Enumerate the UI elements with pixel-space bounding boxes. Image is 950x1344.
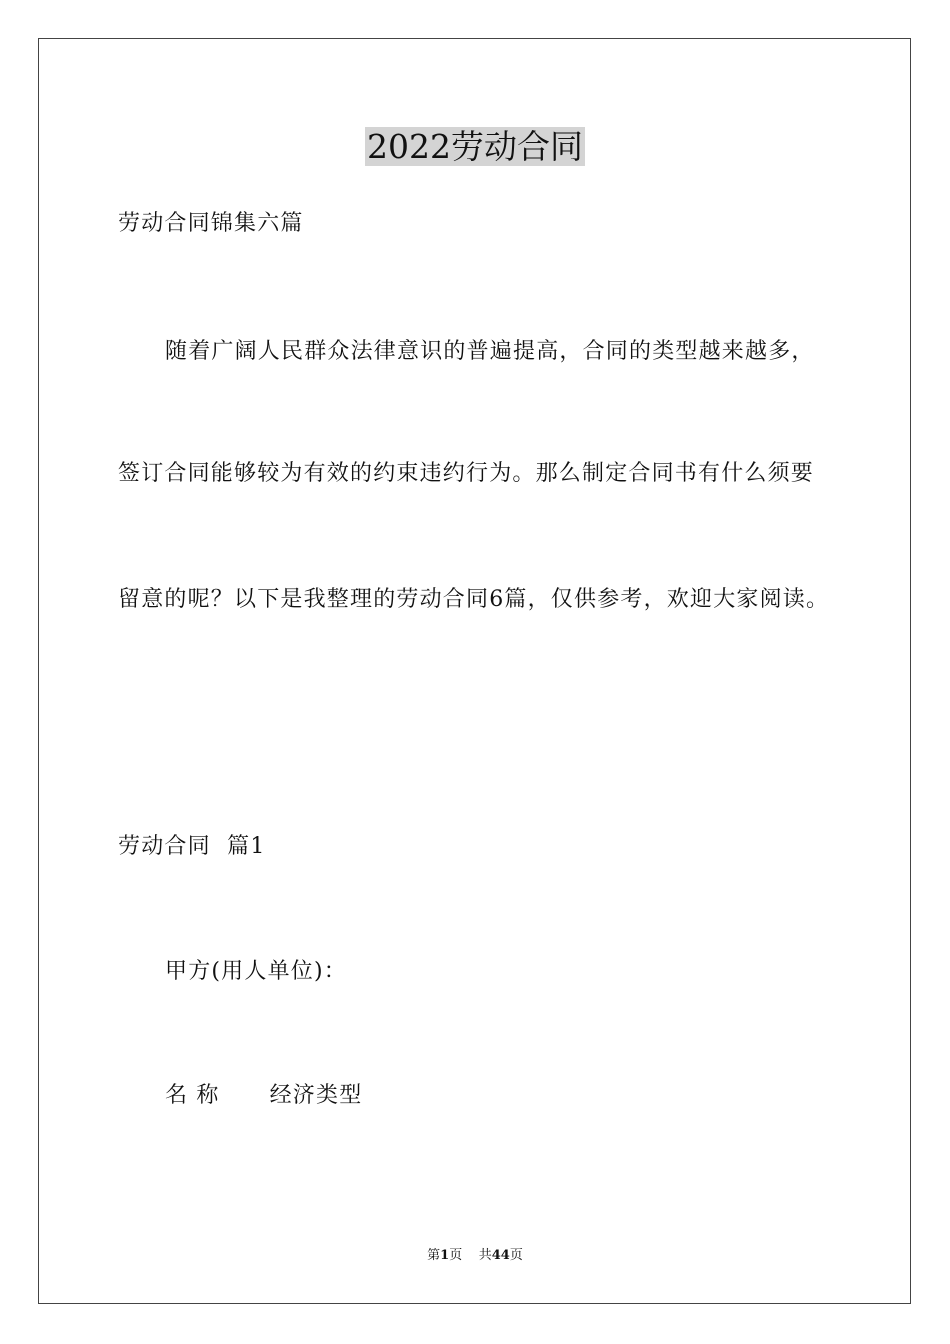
intro-line-2: 签订合同能够较为有效的约束违约行为。那么制定合同书有什么须要 bbox=[118, 461, 815, 486]
economic-type-label: 经济类型 bbox=[269, 1083, 363, 1108]
page-footer bbox=[0, 1247, 950, 1265]
name-field-row bbox=[165, 1081, 362, 1111]
total-prefix: 共 bbox=[478, 1248, 492, 1263]
page-number: 1 bbox=[440, 1248, 450, 1263]
intro-line-3: 留意的呢？以下是我整理的劳动合同6篇，仅供参考，欢迎大家阅读。 bbox=[118, 587, 830, 612]
party-a-label: 甲方(用人单位)： bbox=[165, 959, 347, 984]
total-suffix: 页 bbox=[509, 1248, 523, 1263]
total-pages: 44 bbox=[491, 1248, 510, 1263]
section-heading: 劳动合同 篇1 bbox=[118, 834, 266, 859]
document-title: 2022劳动合同 bbox=[367, 127, 583, 166]
name-field-label: 名 称 bbox=[165, 1083, 220, 1108]
page-suffix: 页 bbox=[449, 1248, 463, 1263]
document-subtitle: 劳动合同锦集六篇 bbox=[118, 211, 304, 236]
page-prefix: 第 bbox=[427, 1248, 441, 1263]
document-title-block bbox=[0, 126, 950, 168]
intro-line-1: 随着广阔人民群众法律意识的普遍提高，合同的类型越来越多， bbox=[165, 339, 815, 364]
